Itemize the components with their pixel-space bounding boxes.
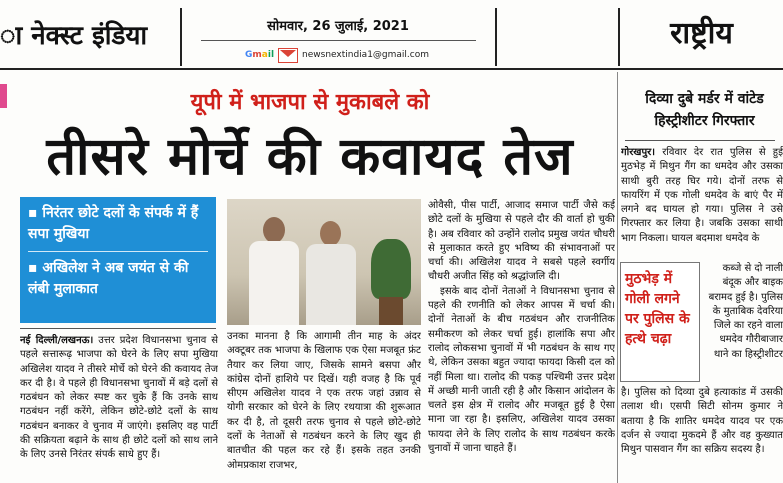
side-headline-rule [625,140,775,141]
masthead-rule [0,68,783,70]
plant-pot [379,297,403,325]
edge-marker [0,84,7,108]
plant-leaf [371,239,411,299]
person-head [320,221,341,246]
person-head [263,217,285,243]
story-column-3 [428,199,615,479]
story-paragraph: इसके बाद दोनों नेताओं ने विधानसभा चुनाव से पहले की रणनीति को लेकर आपस में चर्चा की। दोनों नेताओं के बीच गठबंधन और राजनीतिक समीकरण को लेकर चर्चा हुई। हालांकि सपा और रालोद लोकसभा चुनावों में भी गठबंधन के साथ गए थे, लेकिन उसका बहुत ज्यादा फायदा किसी दल को नहीं मिला था। रालोद की पकड़ पश्चिमी उत्तर प्रदेश में अच्छी मानी जाती रही है और किसान आंदोलन के चलते इस क्षेत्र में रालोद और मजबूत हुई है ऐसा माना जा रहा है। इसलिए, अखिलेश यादव उसका फायदा लेने के लिए रालोद के साथ गठबंधन करके चुनावों में जाना चाहते हैं। [428,285,615,455]
date-box [183,8,493,66]
person-right [303,221,359,325]
side-story-bottom [621,386,783,480]
story-photo [227,199,421,325]
plant-decor [367,239,413,325]
person-left [245,217,303,325]
side-text: है। पुलिस को दिव्या दुबे हत्याकांड में उसकी तलाश थी। एसपी सिटी सोनम कुमार ने बताया है कि शातिर धमदेव यादव पर एक दर्जन से ज्यादा मुकदमे हैं और वह कुख्यात मिथुन पासवान गैंग का सक्रिय सदस्य है। [621,387,783,456]
masthead-divider-2 [495,8,497,66]
highlights-box [20,197,216,323]
paper-name: ा नेक्स्ट इंडिया [0,21,148,51]
story-text: उनका मानना है कि आगामी तीन माह के अंदर अक्टूबर तक भाजपा के खिलाफ एक ऐसा मजबूत फ्रंट तैयार कर लिया जाए, जिसके सामने बसपा और कांग्रेस दोनों हाशिये पर दिखें। यही वजह है कि पूर्व सीएम अखिलेश यादव ने एक तरफ जहां उन्नाव से योगी सरकार को घेरने के लिए रथयात्रा की शुरूआत कर दी है, तो दूसरी तरफ चुनाव से पहले छोटे-छोटे दलों के नेताओं से गठबंधन करने के लिए खुद ही बातचीत की पहल कर रहे हैं। इसके तहत उनकी ओमप्रकाश राजभर, [227,331,421,471]
highlight-divider [28,251,208,252]
side-story-headline: दिव्या दुबे मर्डर में वांटेड हिस्ट्रीशीटर गिरफ्तार [645,91,764,129]
highlight-item: ▪ अखिलेश ने अब जयंत से की लंबी मुलाकात [28,258,208,300]
section-title: राष्ट्रीय [670,16,733,51]
side-pull-quote: मुठभेड़ में गोली लगने पर पुलिस के हत्थे चढ़ा [620,262,700,382]
mail-envelope-icon [278,48,298,63]
highlight-item: ▪ निरंतर छोटे दलों के संपर्क में हैं सपा मुखिया [28,203,208,245]
story-headline: तीसरे मोर्चे की कवायद तेज [46,127,574,187]
side-dateline: गोरखपुर। [621,147,656,158]
contact-row [245,45,429,65]
side-story-wrap: कब्जे से दो नाली बंदूक और बाइक बरामद हुई है। पुलिस के मुताबिक देवरिया जिले का रहने वाला धमदेव गौरीबाजार थाने का हिस्ट्रीशीटर [708,263,783,360]
byline-rule [20,328,216,329]
side-text: रविवार देर रात पुलिस से हुई मुठभेड़ में मिथुन गैंग का धमदेव और उसका साथी बुरी तरह घिर गये। दोनों तरफ से फायरिंग में एक गोली धमदेव के बाएं पैर में लगने बद घायल हो गया। पुलिस ने उसे गिरफ्तार कर लिया है। जबकि उसका साथी भाग निकला। घायल बदमाश धमदेव के [621,147,783,244]
story-kicker: यूपी में भाजपा से मुकाबले को [190,90,430,115]
story-dateline: नई दिल्ली/लखनऊ। [20,335,94,346]
story-paragraph: ओवैसी, पीस पार्टी, आजाद समाज पार्टी जैसे कई छोटे दलों के मुखिया से पहले दौर की वार्ता हो चुकी है। अब रविवार को उन्होंने रालोद प्रमुख जयंत चौधरी से मुलाकात करते हुए भविष्य की संभावनाओं पर चर्चा की। अखिलेश यादव ने सबसे पहले स्वर्गीय चौधरी अजीत सिंह को श्रद्धांजलि दी। [428,200,615,283]
contact-email[interactable]: newsnextindia1@gmail.com [302,50,429,60]
issue-date: सोमवार, 26 जुलाई, 2021 [267,19,409,34]
person-body [306,244,356,325]
masthead-divider [180,8,182,66]
story-column-2 [227,330,421,480]
person-body [249,241,299,325]
story-text: उत्तर प्रदेश विधानसभा चुनाव से पहले सत्तारूढ़ भाजपा को घेरने के लिए सपा मुखिया अखिलेश यादव ने तीसरे मोर्चे को घेरने की कवायद तेज कर दी है। वे पहले ही विधानसभा चुनावों में बड़े दलों से गठबंधन को लेकर स्पष्ट कर चुके हैं कि उनके साथ गठबंधन नहीं करेंगे, लेकिन छोटे-छोटे दलों के साथ गठबंधन बनाकर वे चुनाव में जाएंगे। इसलिए वह पार्टी की सक्रियता बढ़ाने के साथ ही छोटे दलों को साथ लाने के लिए उनसे निरंतर संपर्क साधे हुए हैं। [20,335,218,461]
date-rule [201,40,476,41]
gmail-icon: G m a il [245,50,275,60]
side-story-top [621,146,783,260]
column-divider [617,72,618,483]
story-column-1 [20,334,218,479]
